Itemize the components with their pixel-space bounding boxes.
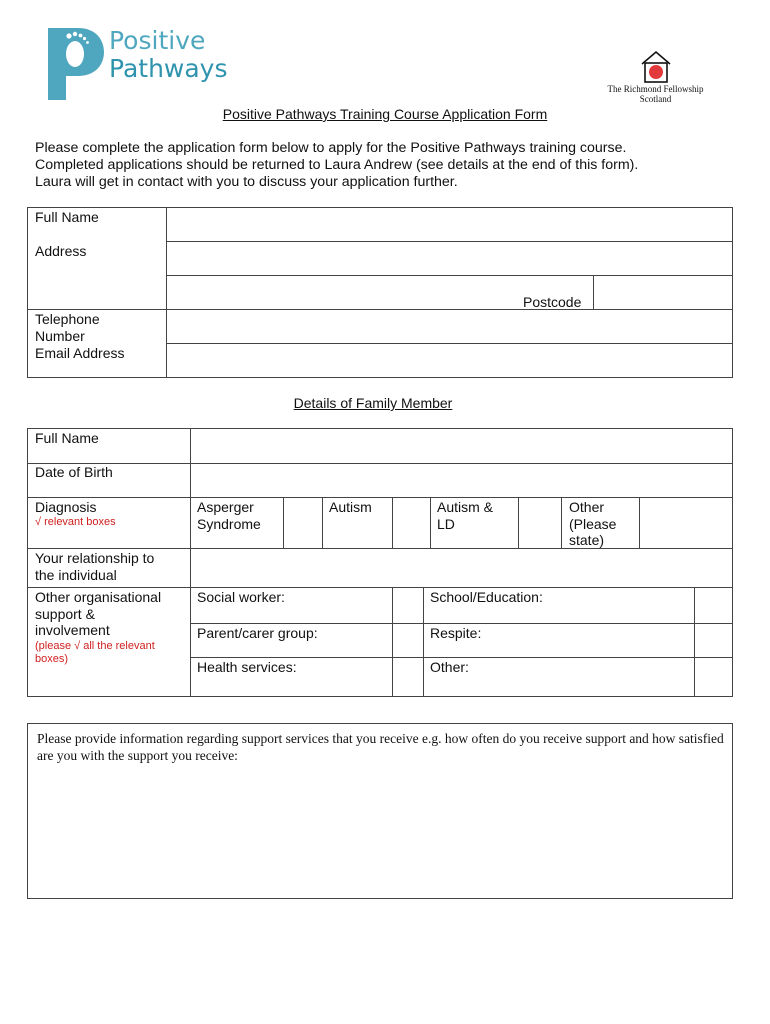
asperger-checkbox[interactable] bbox=[284, 498, 322, 548]
label-org-support-line2: support & bbox=[35, 605, 95, 622]
email-field[interactable] bbox=[167, 344, 732, 377]
option-autism-ld-label bbox=[437, 499, 493, 532]
option-other-label bbox=[569, 499, 616, 549]
postcode-field[interactable] bbox=[594, 276, 732, 309]
health-checkbox[interactable] bbox=[393, 658, 423, 696]
label-telephone-line1: Telephone bbox=[35, 311, 100, 327]
logo-rf-line2: Scotland bbox=[639, 94, 672, 104]
richmond-fellowship-logo bbox=[598, 50, 713, 112]
option-social-worker-label: Social worker: bbox=[197, 589, 285, 605]
logo-rf-line1: The Richmond Fellowship bbox=[607, 84, 704, 94]
option-other-line2: (Please bbox=[569, 515, 617, 532]
option-health-label: Health services: bbox=[197, 659, 297, 675]
label-full-name: Full Name bbox=[35, 209, 99, 225]
label-relationship-line2: the individual bbox=[35, 566, 117, 583]
intro-line-2: Completed applications should be returned to Laura Andrew (see details at the end of this form). bbox=[35, 157, 639, 173]
intro-line-3: Laura will get in contact with you to discuss your application further. bbox=[35, 174, 458, 190]
other-support-checkbox[interactable] bbox=[695, 658, 732, 696]
other-diagnosis-field[interactable] bbox=[640, 498, 732, 548]
family-details-table bbox=[27, 428, 733, 697]
diagnosis-note: √ relevant boxes bbox=[35, 515, 116, 528]
option-asperger-line2: Syndrome bbox=[197, 515, 261, 532]
logo-word-pathways: Pathways bbox=[109, 54, 228, 83]
option-asperger-label bbox=[197, 499, 261, 532]
family-section-title: Details of Family Member bbox=[293, 395, 453, 411]
parent-group-checkbox[interactable] bbox=[393, 624, 423, 657]
option-autism-ld-line1: Autism & bbox=[437, 499, 494, 515]
option-other-line3: state) bbox=[569, 532, 605, 548]
relationship-field[interactable] bbox=[191, 549, 732, 587]
label-family-full-name: Full Name bbox=[35, 430, 99, 446]
telephone-field[interactable] bbox=[167, 310, 732, 343]
option-autism-ld-line2: LD bbox=[437, 515, 455, 532]
intro-line-1: Please complete the application form below to apply for the Positive Pathways training course. bbox=[35, 140, 627, 156]
respite-checkbox[interactable] bbox=[695, 624, 732, 657]
support-services-prompt: Please provide information regarding support services that you receive e.g. how often do you receive support and how satisfied are you with the support you receive: bbox=[37, 731, 724, 763]
social-worker-checkbox[interactable] bbox=[393, 588, 423, 623]
label-diagnosis-text: Diagnosis bbox=[35, 499, 97, 515]
label-org-support bbox=[35, 589, 161, 666]
option-asperger-line1: Asperger bbox=[197, 499, 254, 515]
full-name-field[interactable] bbox=[167, 208, 732, 241]
label-postcode: Postcode bbox=[523, 294, 582, 310]
option-autism-label: Autism bbox=[329, 499, 372, 515]
house-icon bbox=[639, 50, 673, 84]
autism-checkbox[interactable] bbox=[393, 498, 430, 548]
option-respite-label: Respite: bbox=[430, 625, 482, 641]
option-parent-group-label: Parent/carer group: bbox=[197, 625, 318, 641]
org-note-line2: boxes) bbox=[35, 652, 69, 665]
school-checkbox[interactable] bbox=[695, 588, 732, 623]
intro-text bbox=[35, 140, 735, 191]
applicant-details-table bbox=[27, 207, 733, 378]
org-note-line1: (please √ all the relevant bbox=[35, 639, 155, 652]
label-telephone bbox=[35, 311, 100, 344]
label-address: Address bbox=[35, 243, 87, 259]
label-dob: Date of Birth bbox=[35, 464, 113, 480]
label-relationship bbox=[35, 550, 154, 583]
dob-field[interactable] bbox=[191, 464, 732, 497]
positive-pathways-logo bbox=[42, 24, 242, 104]
label-org-support-line3: involvement bbox=[35, 622, 110, 638]
form-title: Positive Pathways Training Course Application Form bbox=[222, 106, 548, 122]
option-other-support-label: Other: bbox=[430, 659, 469, 675]
support-services-box[interactable] bbox=[27, 723, 733, 899]
label-email: Email Address bbox=[35, 345, 125, 361]
label-relationship-line1: Your relationship to bbox=[35, 550, 155, 566]
footprint-p-icon bbox=[42, 24, 104, 102]
family-full-name-field[interactable] bbox=[191, 429, 732, 463]
label-telephone-line2: Number bbox=[35, 327, 85, 344]
option-other-line1: Other bbox=[569, 499, 605, 515]
label-diagnosis bbox=[35, 499, 116, 529]
label-org-support-line1: Other organisational bbox=[35, 589, 162, 605]
autism-ld-checkbox[interactable] bbox=[519, 498, 561, 548]
address-line-1-field[interactable] bbox=[167, 242, 732, 275]
logo-word-positive: Positive bbox=[109, 26, 206, 55]
option-school-label: School/Education: bbox=[430, 589, 543, 605]
